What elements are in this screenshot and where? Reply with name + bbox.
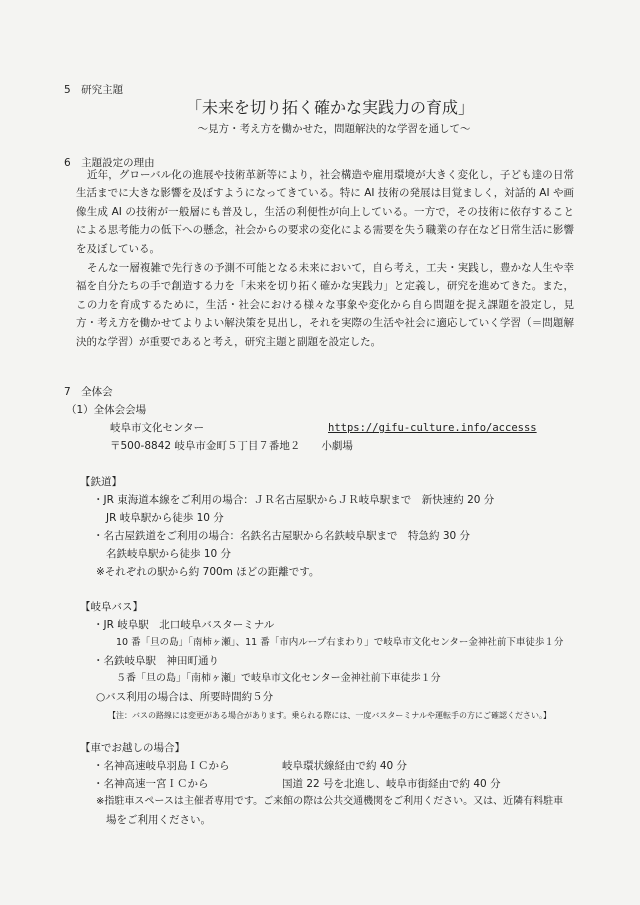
- section-5-heading: 5 研究主題: [64, 84, 124, 96]
- section-7-heading: 7 全体会: [64, 386, 113, 398]
- bus-heading: 【岐阜バス】: [80, 601, 143, 613]
- bus-meitetsu-stop: ・名鉄岐阜駅 神田町通り: [93, 655, 219, 667]
- rail-jr-walk: JR 岐阜駅から徒歩 10 分: [106, 512, 224, 524]
- venue-name: 岐阜市文化センター: [110, 422, 205, 434]
- venue-subheading: （1）全体会会場: [66, 404, 147, 416]
- bus-time-note: ○バス利用の場合は、所要時間約５分: [96, 691, 274, 703]
- parking-note-cont: 場をご利用ください。: [106, 814, 211, 826]
- bus-jr-routes: 10 番「旦の島」「南柿ヶ瀬」、11 番「市内ループ右まわり」で岐阜市文化センター金神社前下車徒歩１分: [116, 637, 564, 648]
- venue-address: 〒500-8842 岐阜市金町５丁目７番地２ 小劇場: [110, 440, 353, 452]
- car-route-1-via: 岐阜環状線経由で約 40 分: [282, 760, 408, 772]
- reason-paragraph-2: そんな一層複雑で先行きの予測不可能となる未来において，自ら考え，工夫・実践し，豊かな人生や幸福を自分たちの手で創造する力を「未来を切り拓く確かな実践力」と定義し，研究を進めてきた。また，この力を育成するために，生活・社会における様々な事象や変化から自ら問題を捉え課題を設定し，見方・考え方を働かせてよりよい解決策を見出し，それを実際の生活や社会に適応していく学習（＝問題解決的な学習）が重要であると考え，研究主題と副題を設定した。: [76, 262, 574, 348]
- car-route-1-from: ・名神高速岐阜羽島ＩＣから: [93, 760, 230, 772]
- car-heading: 【車でお越しの場合】: [80, 742, 185, 754]
- bus-meitetsu-routes: ５番「旦の島」「南柿ヶ瀬」で岐阜市文化センター金神社前下車徒歩１分: [116, 673, 441, 684]
- rail-heading: 【鉄道】: [80, 476, 122, 488]
- car-route-2-from: ・名神高速一宮ＩＣから: [93, 778, 209, 790]
- research-title: 「未来を切り拓く確かな実践力の育成」: [185, 98, 474, 117]
- section-6-heading: 6 主題設定の理由: [64, 157, 155, 169]
- reason-paragraph-1: 近年，グローバル化の進展や技術革新等により，社会構造や雇用環境が大きく変化し，子ども達の日常生活までに大きな影響を及ぼすようになってきている。特に AI 技術の発展は目覚ましく，対話的 AI や画像生成 AI の技術が一般層にも普及し，生活の利便性が向上している。一方で，その技術に依存することによる思考能力の低下への懸念，社会からの要求の変化による需要を失う職業の存在など日常生活に影響を及ぼしている。: [76, 169, 574, 255]
- rail-jr-line: ・JR 東海道本線をご利用の場合：ＪＲ名古屋駅からＪＲ岐阜駅まで 新快速約 20 分: [93, 494, 495, 506]
- car-route-2-via: 国道 22 号を北進し、岐阜市街経由で約 40 分: [282, 778, 501, 790]
- venue-url-link[interactable]: https://gifu-culture.info/accesss: [328, 422, 537, 434]
- bus-jr-stop: ・JR 岐阜駅 北口岐阜バスターミナル: [93, 619, 275, 631]
- rail-meitetsu-walk: 名鉄岐阜駅から徒歩 10 分: [106, 548, 232, 560]
- rail-distance-note: ※それぞれの駅から約 700m ほどの距離です。: [96, 566, 320, 578]
- bus-caution-note: 【注：バスの路線には変更がある場合があります。乗られる際には、一度バスターミナルや運転手の方にご確認ください。】: [108, 711, 551, 720]
- research-subtitle: ～見方・考え方を働かせた，問題解決的な学習を通して～: [197, 123, 471, 135]
- parking-note: ※指駐車スペースは主催者専用です。ご来館の際は公共交通機関をご利用ください。又は、近隣有料駐車: [96, 796, 564, 807]
- rail-meitetsu-line: ・名古屋鉄道をご利用の場合：名鉄名古屋駅から名鉄岐阜駅まで 特急約 30 分: [93, 530, 471, 542]
